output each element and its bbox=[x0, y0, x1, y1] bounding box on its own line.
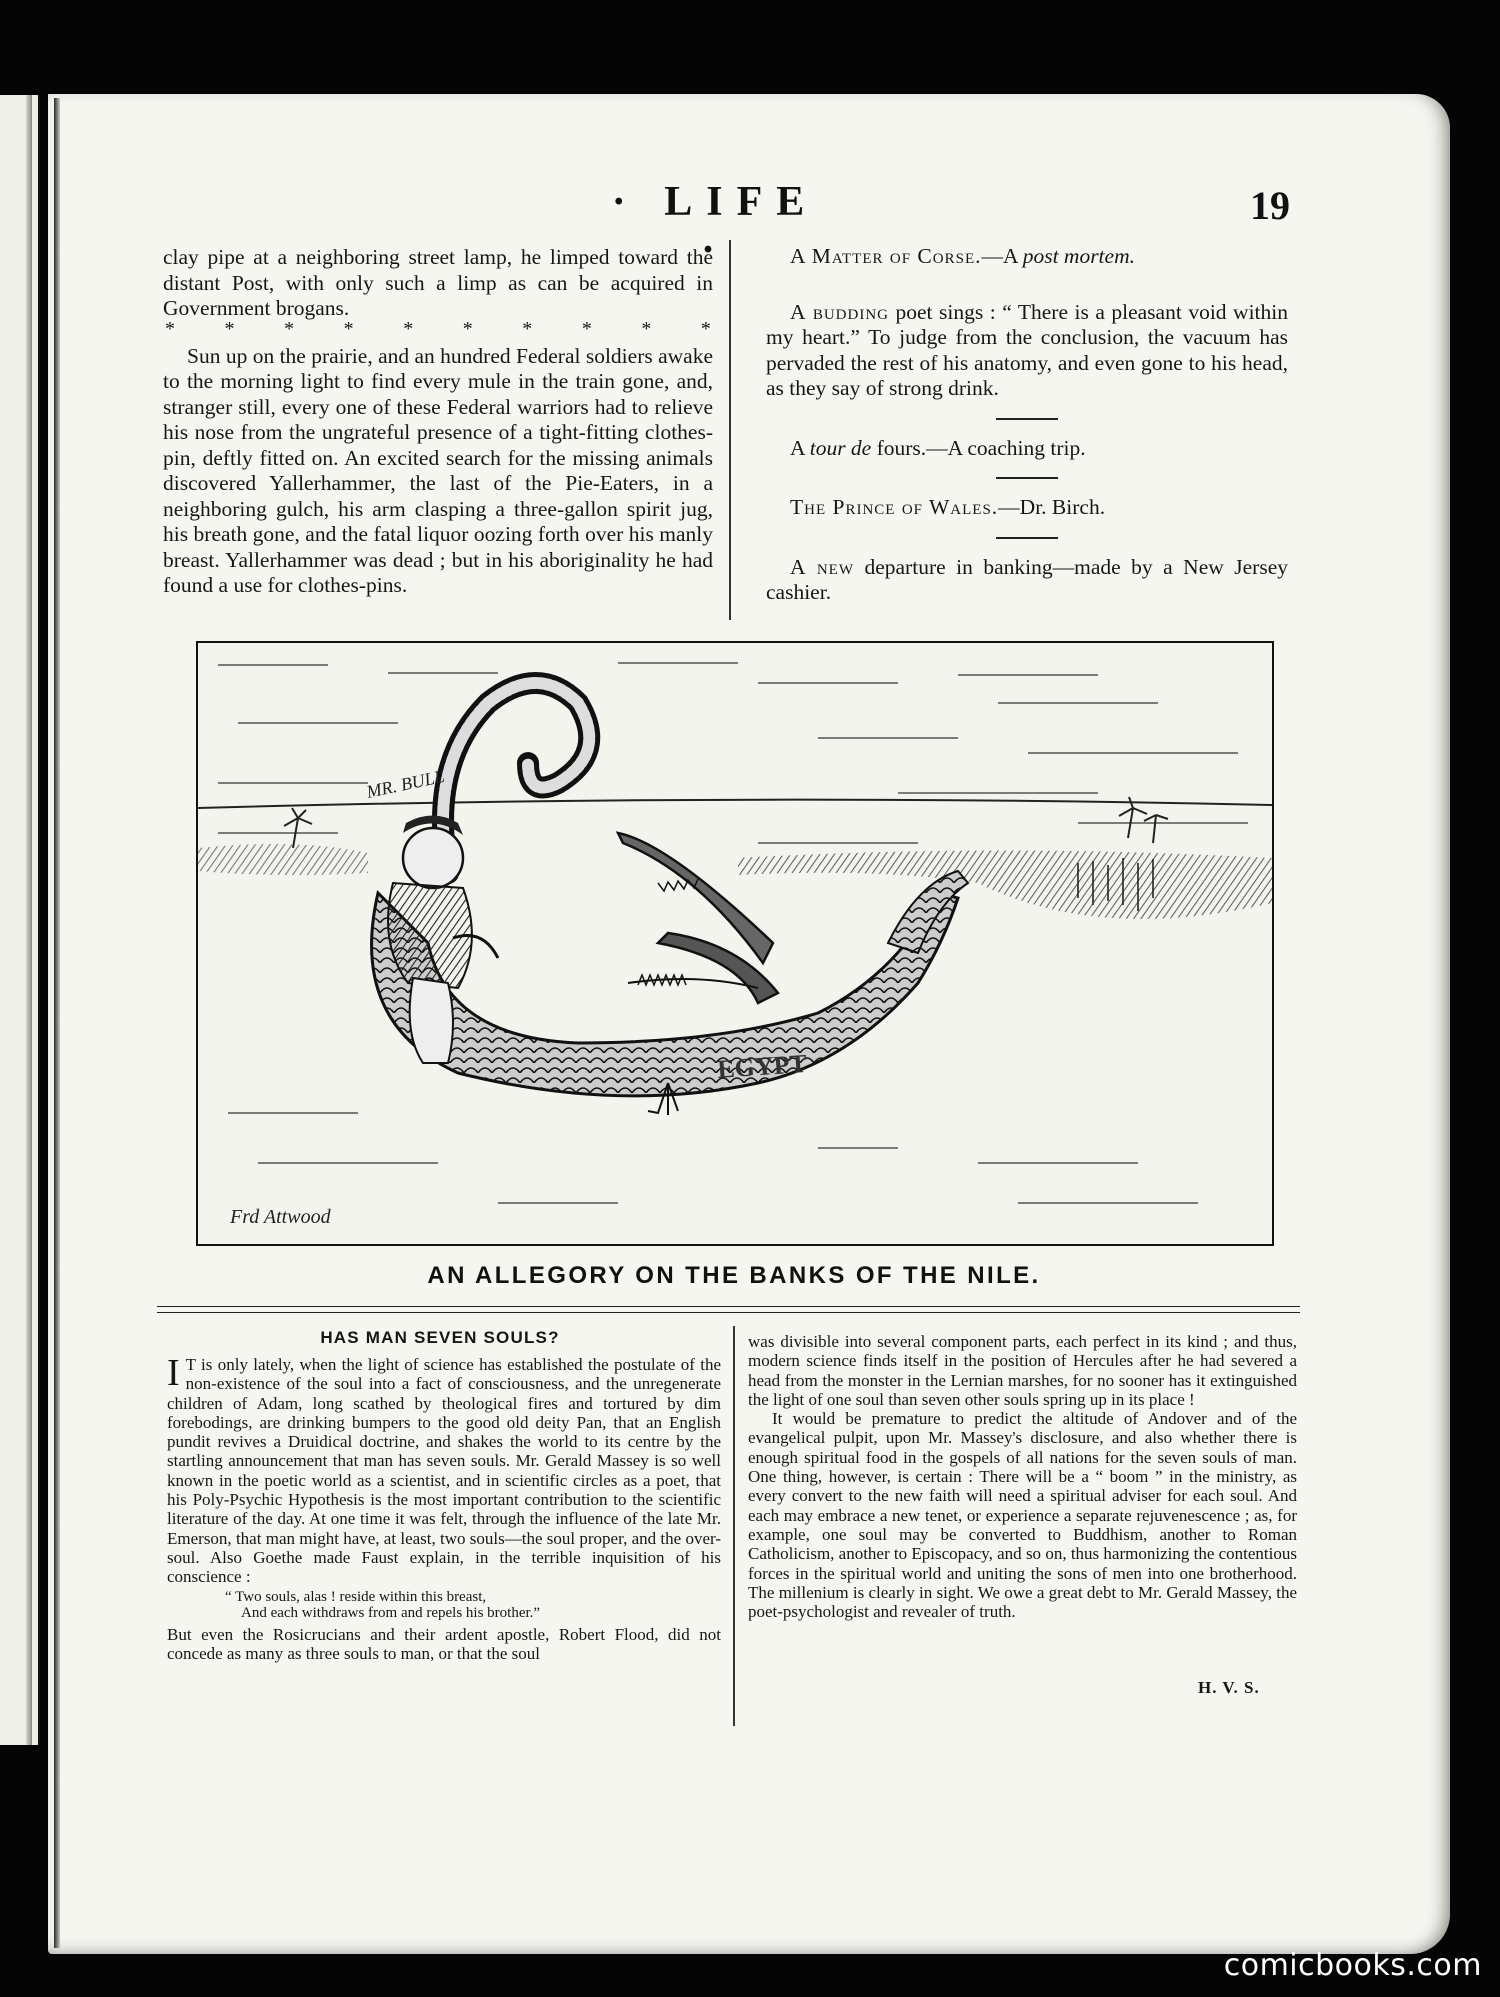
star: * bbox=[462, 317, 473, 340]
joke-item bbox=[766, 555, 1288, 606]
article-column-right bbox=[748, 1332, 1297, 1621]
drop-cap: I bbox=[167, 1352, 180, 1394]
joke-text: departure in banking—made by a New Jersey cashier. bbox=[766, 554, 1288, 604]
joke-italic: tour de bbox=[809, 435, 872, 460]
article-column-left bbox=[167, 1352, 721, 1663]
verse-line: “ Two souls, alas ! reside within this breast, bbox=[225, 1588, 487, 1605]
article-title: HAS MAN SEVEN SOULS? bbox=[320, 1328, 560, 1347]
star: * bbox=[224, 317, 235, 340]
joke-lead: The Prince of Wales. bbox=[790, 495, 999, 519]
joke-item bbox=[766, 244, 1288, 270]
star: * bbox=[581, 317, 592, 340]
joke-text: fours.—A coaching trip. bbox=[871, 435, 1086, 460]
masthead-title: · LIFE · bbox=[611, 179, 819, 273]
sky-lines bbox=[218, 663, 1248, 843]
hat-label: MR. BULL bbox=[364, 765, 447, 802]
facing-page-edge bbox=[0, 95, 40, 1745]
article-paragraph bbox=[167, 1352, 721, 1587]
star: * bbox=[522, 317, 533, 340]
star: * bbox=[641, 317, 652, 340]
article-paragraph-text: T is only lately, when the light of science has established the postulate of the non-existence of the soul into a fact of consciousness, and the unregenerate children of Adam, long scathed by theological fires and tortured by dim forebodings, are drinking bumpers to the good old deity Pan, that an English pundit revives a Druidical doctrine, and shakes the world to its centre by the startling announcement that man has seven souls. Mr. Gerald Massey is so well known in the poetic world as a scientist, and in scientific circles as a poet, that his Poly-Psychic Hypothesis is the most important contribution to the scientific literature of the day. At one time it was felt, through the influence of the late Mr. Emerson, that man might have, at least, two souls—the soul proper, and the over-soul. Also Goethe made Faust explain, in the terrible inquisition of his conscience : bbox=[167, 1355, 721, 1587]
verse-line: And each withdraws from and repels his brother.” bbox=[241, 1604, 541, 1621]
author-initials: H. V. S. bbox=[1198, 1678, 1260, 1697]
story-paragraph: Sun up on the prairie, and an hundred Federal soldiers awake to the morning light to find every mule in the train gone, and, stranger still, every one of these Federal warriors had to relieve his nose from the ungrateful presence of a tight-fitting clothes-pin, deftly fitted on. An excited search for the missing animals discovered Yallerhammer, the last of the Pie-Eaters, in a neighboring gulch, his arm clasping a three-gallon spirit jug, his breath gone, and the fatal liquor oozing forth over his manly breast. Yallerhammer was dead ; but in his aboriginality he had found a use for clothes-pins. bbox=[163, 343, 713, 597]
cartoon-illustration bbox=[196, 641, 1274, 1246]
joke-text: —A bbox=[981, 244, 1023, 268]
joke-lead: A budding bbox=[790, 299, 890, 324]
article-paragraph: But even the Rosicrucians and their ardent apostle, Robert Flood, did not concede as many as three souls to man, or that the soul bbox=[167, 1624, 721, 1663]
section-double-rule bbox=[157, 1306, 1300, 1313]
star: * bbox=[165, 317, 175, 340]
story-paragraph-end: clay pipe at a neighboring street lamp, he limped toward the distant Post, with only such a limp as can be acquired in Government brogans. bbox=[163, 245, 713, 320]
joke-text: A bbox=[790, 435, 810, 460]
separator-rule bbox=[996, 418, 1058, 420]
illustration-caption: AN ALLEGORY ON THE BANKS OF THE NILE. bbox=[427, 1262, 1041, 1289]
article-paragraph: was divisible into several component parts, each perfect in its kind ; and thus, modern science finds itself in the position of Hercules after he had severed a head from the monster in the Lernian marshes, for no sooner has it extinguished the light of one soul than seven other souls spring up in its place ! bbox=[748, 1332, 1297, 1409]
joke-item bbox=[766, 300, 1288, 402]
site-watermark: comicbooks.com bbox=[1223, 1948, 1482, 1983]
column-divider bbox=[733, 1326, 735, 1726]
star: * bbox=[403, 317, 414, 340]
joke-lead: A new bbox=[790, 554, 854, 579]
story-column bbox=[163, 245, 713, 599]
page-number: 19 bbox=[1250, 183, 1290, 228]
star: * bbox=[343, 317, 354, 340]
crocodile-cartoon-drawing bbox=[198, 643, 1272, 1244]
column-divider bbox=[729, 240, 731, 620]
separator-rule bbox=[996, 537, 1058, 539]
joke-text: —Dr. Birch. bbox=[998, 495, 1106, 519]
separator-rule bbox=[996, 477, 1058, 479]
joke-item bbox=[766, 495, 1288, 521]
joke-italic: post mortem. bbox=[1022, 244, 1135, 268]
article-paragraph: It would be premature to predict the altitude of Andover and of the evangelical pulpit, upon Mr. Massey's disclosure, and also whether there is enough spiritual food in the gospels of all nations for the seven souls of man. One thing, however, is certain : There will be a “ boom ” in the ministry, as every convert to the new faith will need a spiritual adviser for each soul. And each may embrace a new tenet, or experience a separate rejuvenescence ; as, for example, one soul may be converted to Buddhism, another to Roman Catholicism, another to Episcopacy, and so on, thus harmonizing the contentious forces in the spiritual world and uniting the sons of men into one brotherhood. The millenium is clearly in sight. We owe a great debt to Mr. Gerald Massey, the poet-psychologist and revealer of truth. bbox=[748, 1409, 1297, 1622]
artist-signature: Frd Attwood bbox=[230, 1206, 331, 1228]
binding-gutter bbox=[54, 98, 60, 1948]
section-break-stars bbox=[163, 317, 713, 340]
star: * bbox=[284, 317, 295, 340]
ground-lines bbox=[228, 1113, 1198, 1203]
joke-lead: A Matter of Corse. bbox=[790, 244, 982, 268]
star: * bbox=[700, 317, 711, 340]
joke-text: poet sings : “ There is a pleasant void within my heart.” To judge from the conclusion, the vacuum has pervaded the rest of his anatomy, and even gone to his head, as they say of strong drink. bbox=[766, 299, 1288, 400]
jokes-column bbox=[766, 244, 1288, 606]
body-label: EGYPT bbox=[716, 1048, 808, 1084]
joke-item bbox=[766, 436, 1288, 462]
verse-quote bbox=[167, 1589, 721, 1621]
